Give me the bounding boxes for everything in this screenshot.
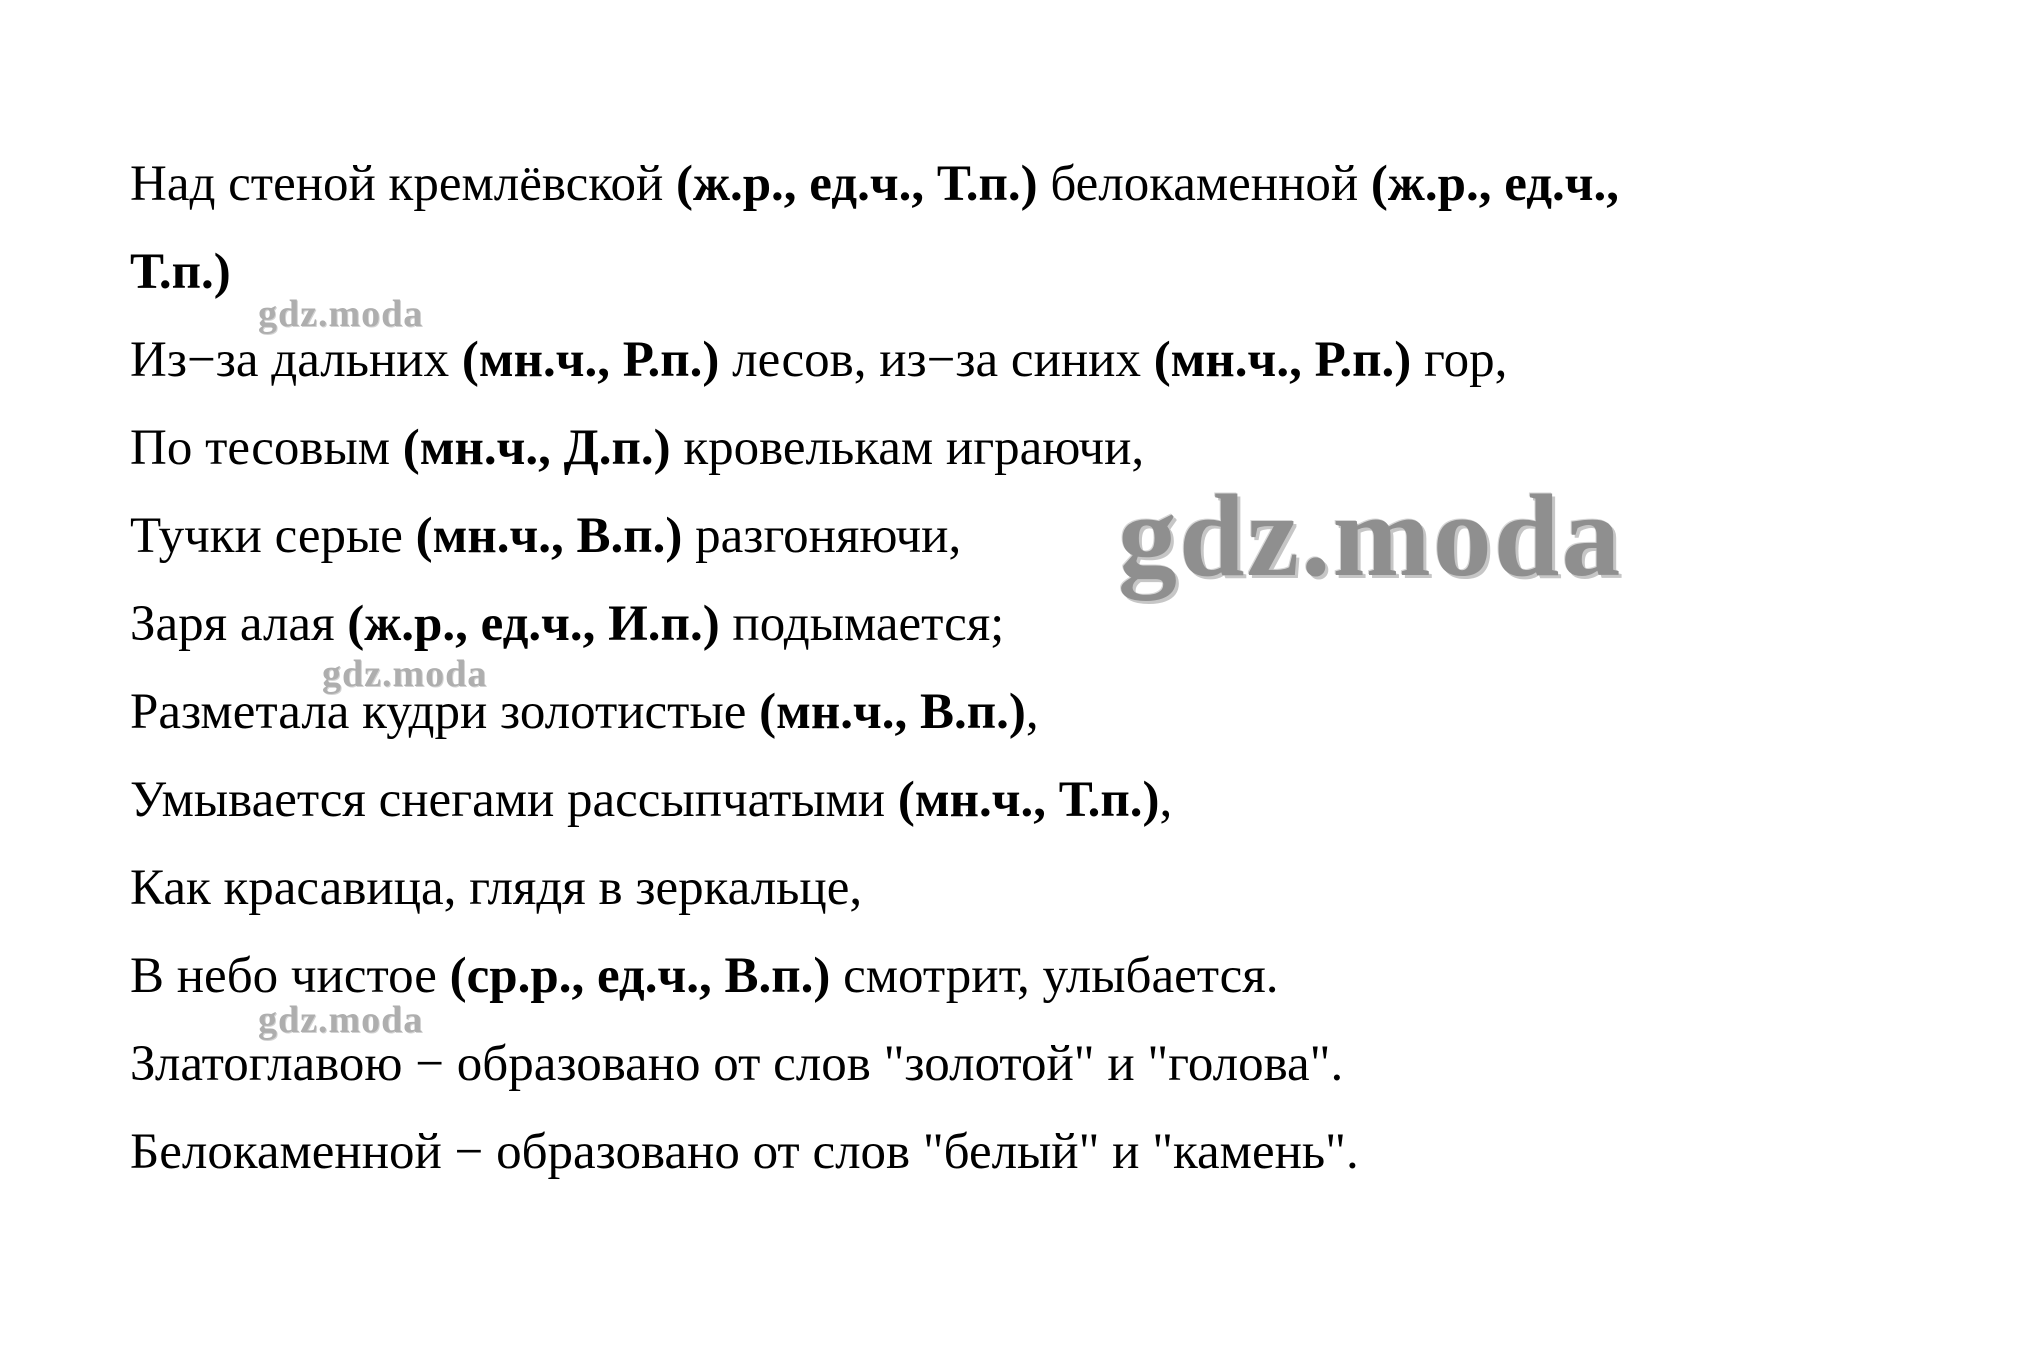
grammar-annotation: (ж.р., ед.ч., И.п.)	[347, 596, 720, 652]
text-segment: белокаменной	[1037, 156, 1371, 212]
text-segment: Как красавица, глядя в зеркальце,	[130, 860, 863, 916]
grammar-annotation: (ср.р., ед.ч., В.п.)	[449, 948, 831, 1004]
text-segment: Разметала кудри золотистые	[130, 684, 760, 740]
text-segment: В небо чистое	[130, 948, 450, 1004]
text-line	[130, 580, 1960, 668]
text-segment: гор,	[1411, 332, 1508, 388]
text-segment: кровелькам играючи,	[670, 420, 1145, 476]
text-line	[130, 228, 1960, 316]
text-line	[130, 492, 1960, 580]
text-segment: ,	[1025, 684, 1039, 740]
text-line	[130, 404, 1960, 492]
text-line	[130, 140, 1960, 228]
text-segment: Златоглавою − образовано от слов "золотой" и "голова".	[130, 1036, 1344, 1092]
grammar-annotation: (ж.р., ед.ч.,	[1370, 156, 1620, 212]
text-segment: ,	[1159, 772, 1173, 828]
text-segment: Тучки серые	[130, 508, 416, 564]
grammar-annotation: (мн.ч., Д.п.)	[402, 420, 671, 476]
text-segment: Умывается снегами рассыпчатыми	[130, 772, 898, 828]
text-segment: Заря алая	[130, 596, 348, 652]
text-segment: разгоняючи,	[682, 508, 962, 564]
watermark-small-1: gdz.moda	[258, 293, 424, 335]
text-segment: Белокаменной − образовано от слов "белый" и "камень".	[130, 1124, 1359, 1180]
grammar-annotation: (мн.ч., Т.п.)	[897, 772, 1160, 828]
poem-text-block	[130, 140, 1960, 1196]
grammar-annotation: (мн.ч., Р.п.)	[461, 332, 720, 388]
watermark-large: gdz.moda	[1118, 470, 1623, 601]
grammar-annotation: Т.п.)	[130, 244, 231, 300]
grammar-annotation: (мн.ч., В.п.)	[759, 684, 1026, 740]
text-line	[130, 1020, 1960, 1108]
text-segment: Над стеной кремлёвской	[130, 156, 676, 212]
text-segment: смотрит, улыбается.	[830, 948, 1279, 1004]
grammar-annotation: (ж.р., ед.ч., Т.п.)	[675, 156, 1038, 212]
grammar-annotation: (мн.ч., В.п.)	[415, 508, 683, 564]
watermark-small-2: gdz.moda	[322, 653, 488, 695]
text-line	[130, 932, 1960, 1020]
text-line	[130, 756, 1960, 844]
text-line	[130, 316, 1960, 404]
text-segment: По тесовым	[130, 420, 403, 476]
text-segment: Из−за дальних	[130, 332, 462, 388]
watermark-small-3: gdz.moda	[258, 999, 424, 1041]
text-line	[130, 844, 1960, 932]
text-segment: лесов, из−за синих	[719, 332, 1154, 388]
text-segment: подымается;	[719, 596, 1005, 652]
grammar-annotation: (мн.ч., Р.п.)	[1153, 332, 1412, 388]
text-line	[130, 1108, 1960, 1196]
text-line	[130, 668, 1960, 756]
